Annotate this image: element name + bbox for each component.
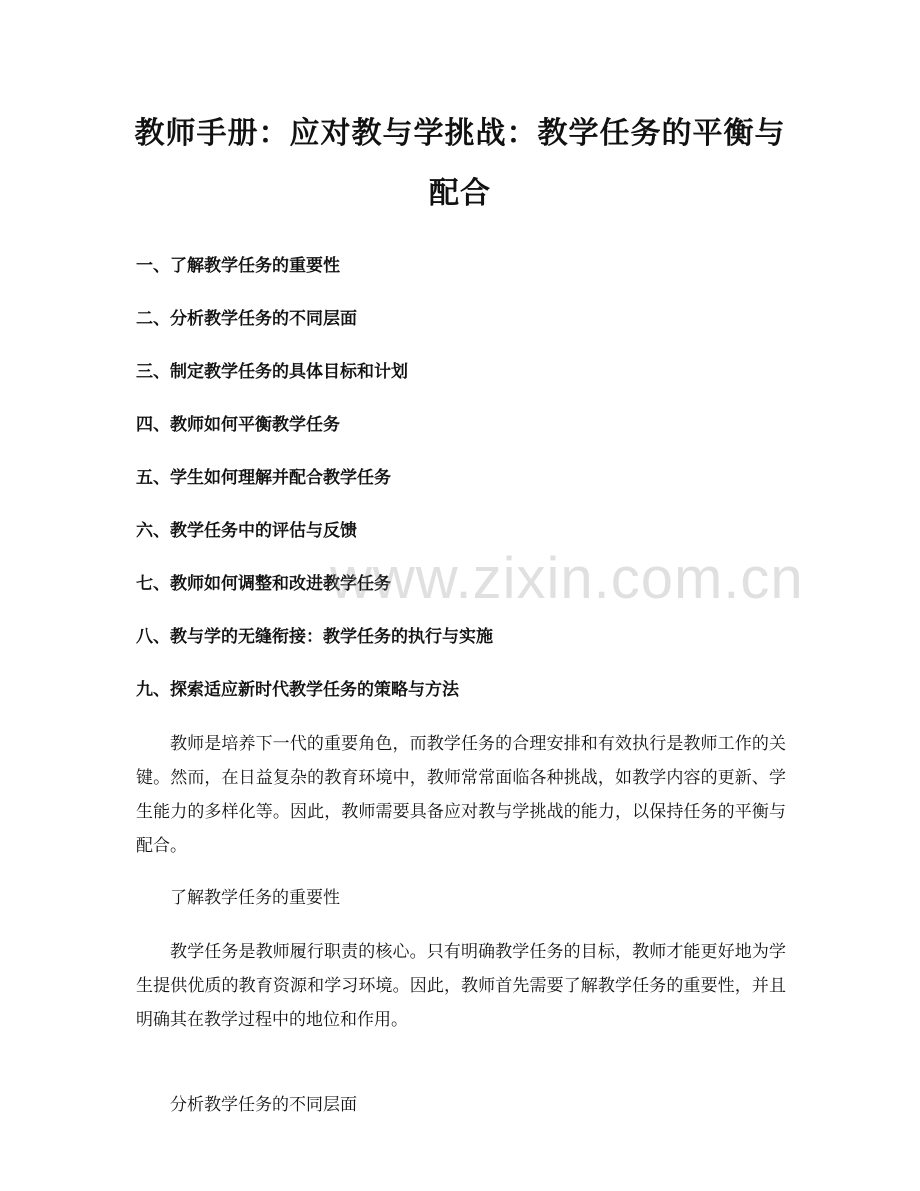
section-paragraph-importance: 教学任务是教师履行职责的核心。只有明确教学任务的目标，教师才能更好地为学生提供优质的教育资源和学习环境。因此，教师首先需要了解教学任务的重要性，并且明确其在教学过程中的地位和作用。 — [136, 942, 786, 1030]
toc-item: 七、教师如何调整和改进教学任务 — [136, 574, 391, 594]
toc-item: 五、学生如何理解并配合教学任务 — [136, 468, 391, 488]
section-heading-levels: 分析教学任务的不同层面 — [170, 1095, 357, 1115]
toc-item: 九、探索适应新时代教学任务的策略与方法 — [136, 680, 459, 700]
toc-item: 三、制定教学任务的具体目标和计划 — [136, 362, 408, 382]
toc-item: 六、教学任务中的评估与反馈 — [136, 521, 357, 541]
toc-item: 八、教与学的无缝衔接：教学任务的执行与实施 — [136, 627, 493, 647]
intro-paragraph: 教师是培养下一代的重要角色，而教学任务的合理安排和有效执行是教师工作的关键。然而，在日益复杂的教育环境中，教师常常面临各种挑战，如教学内容的更新、学生能力的多样化等。因此，教师需要具备应对教与学挑战的能力，以保持任务的平衡与配合。 — [136, 734, 786, 856]
table-of-contents — [136, 250, 796, 727]
watermark: www.zixin.com.cn — [330, 546, 804, 611]
toc-item: 四、教师如何平衡教学任务 — [136, 415, 340, 435]
toc-item: 一、了解教学任务的重要性 — [136, 256, 340, 276]
section-heading-importance: 了解教学任务的重要性 — [170, 888, 340, 908]
toc-item: 二、分析教学任务的不同层面 — [136, 309, 357, 329]
document-title: 教师手册：应对教与学挑战：教学任务的平衡与配合 — [134, 116, 786, 211]
